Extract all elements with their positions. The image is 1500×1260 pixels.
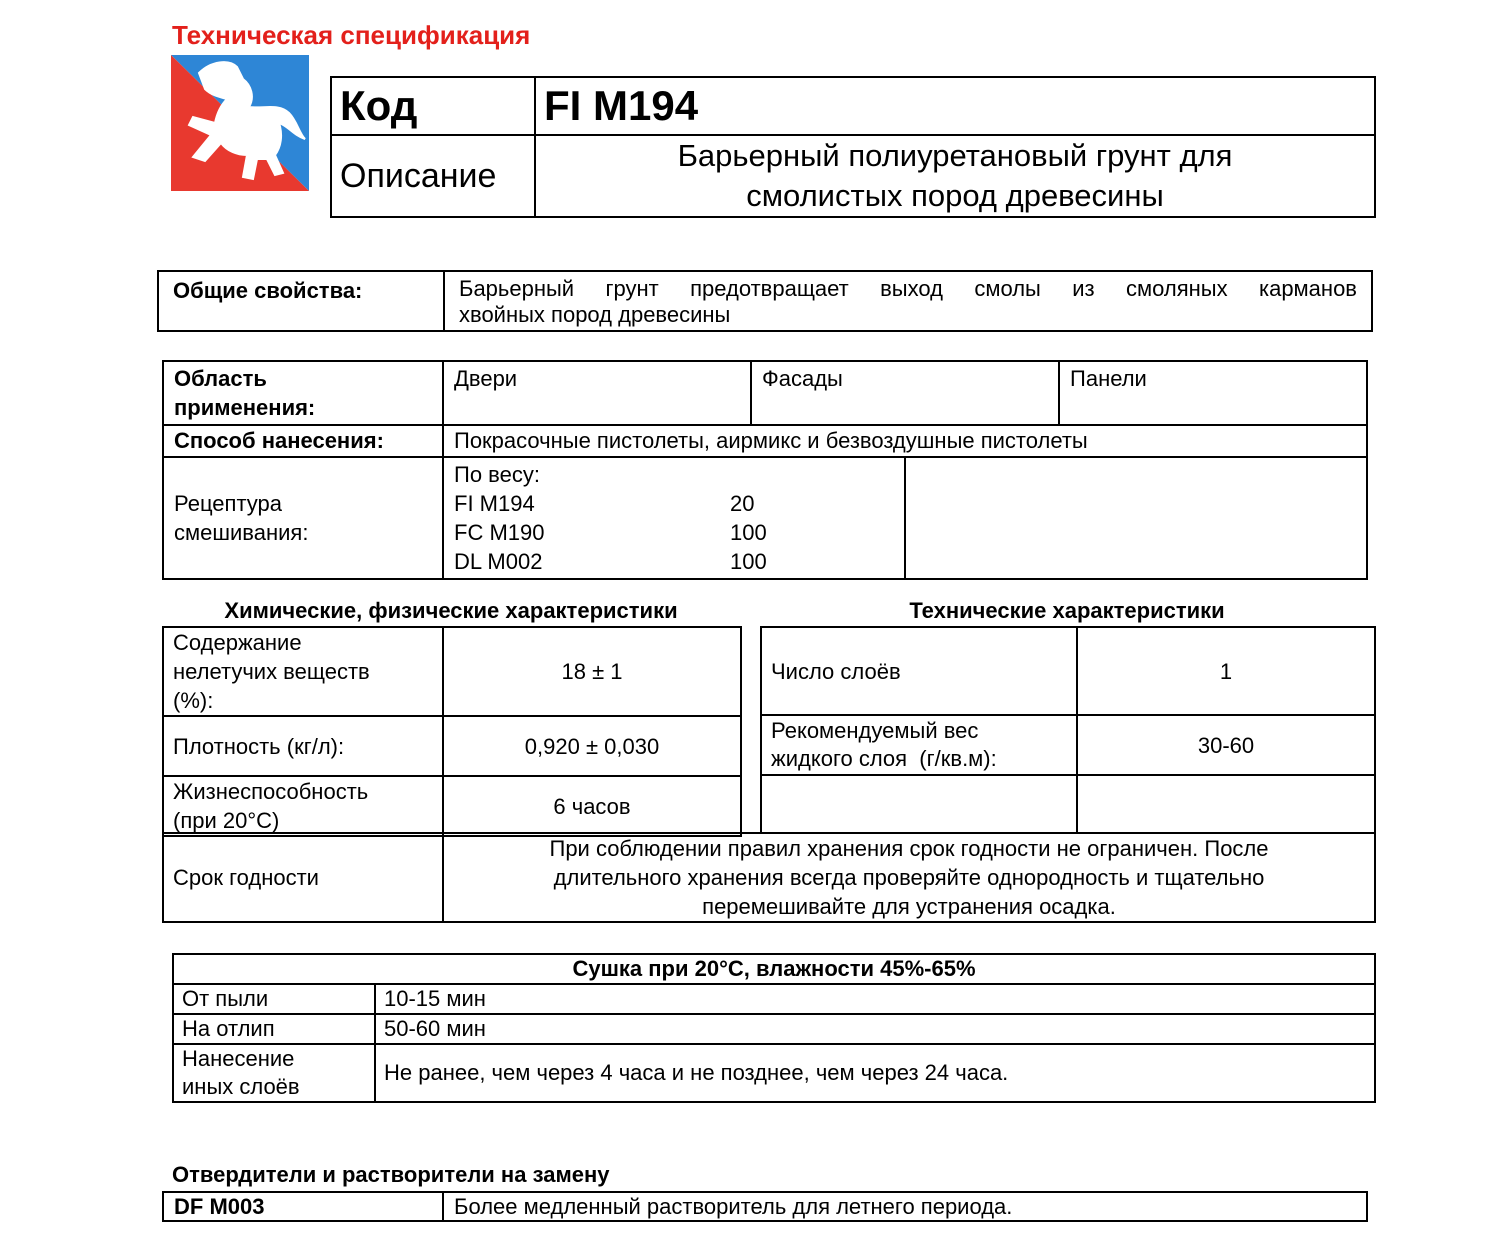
description-line: Барьерный полиуретановый грунт для [677, 138, 1233, 173]
potlife-value: 6 часов [443, 776, 741, 836]
mix-label-line: смешивания: [174, 520, 309, 545]
area-label-line: Область [174, 366, 267, 391]
general-label: Общие свойства: [158, 271, 444, 331]
horse-logo-icon [171, 55, 309, 191]
mix-label [163, 457, 443, 579]
document-title: Техническая спецификация [172, 20, 531, 50]
coats-label: Число слоёв [761, 627, 1077, 715]
technical-heading: Технические характеристики [909, 598, 1225, 623]
general-line: Барьерный грунт предотвращает выход смолы из смоляных карманов [459, 276, 1357, 301]
weight-value: 30-60 [1077, 715, 1375, 775]
mix-name: DL M002 [454, 549, 543, 574]
substitutes-table [162, 1191, 1368, 1222]
tech-empty-cell [761, 775, 1077, 833]
tack-value: 50-60 мин [375, 1014, 1375, 1044]
dust-value: 10-15 мин [375, 984, 1375, 1014]
description-value [535, 135, 1375, 217]
shelf-label: Срок годности [163, 833, 443, 922]
tech-empty-cell [1077, 775, 1375, 833]
mix-name: FC M190 [454, 520, 545, 545]
chemical-table [162, 626, 742, 837]
coats-value: 1 [1077, 627, 1375, 715]
code-label: Код [331, 77, 535, 135]
density-value: 0,920 ± 0,030 [443, 716, 741, 776]
header-table [330, 76, 1376, 218]
solids-label-line: Содержание [173, 630, 302, 655]
area-facades: Фасады [751, 361, 1059, 425]
general-line: хвойных пород древесины [459, 302, 731, 327]
weight-label-line: Рекомендуемый вес [771, 718, 979, 743]
recoat-label [173, 1044, 375, 1102]
area-doors: Двери [443, 361, 751, 425]
method-label: Способ нанесения: [163, 425, 443, 457]
shelf-line: При соблюдении правил хранения срок годности не ограничен. После [549, 836, 1269, 861]
substitutes-heading: Отвердители и растворители на замену [172, 1162, 610, 1187]
technical-table [760, 626, 1376, 834]
description-line: смолистых пород древесины [746, 178, 1164, 213]
mix-parts: 100 [730, 520, 767, 545]
substitute-description: Более медленный растворитель для летнего периода. [443, 1192, 1367, 1221]
mix-row [454, 489, 894, 518]
potlife-label [163, 776, 443, 836]
general-value [444, 271, 1372, 331]
recoat-label-line: Нанесение [182, 1046, 295, 1071]
mix-row [454, 547, 894, 576]
density-label: Плотность (кг/л): [163, 716, 443, 776]
application-table [162, 360, 1368, 580]
mix-parts: 100 [730, 549, 767, 574]
area-panels: Панели [1059, 361, 1367, 425]
tack-label: На отлип [173, 1014, 375, 1044]
mix-ratio [443, 457, 905, 579]
dust-label: От пыли [173, 984, 375, 1014]
shelf-life-table [162, 832, 1376, 923]
mix-row [454, 518, 894, 547]
solids-label [163, 627, 443, 716]
description-label: Описание [331, 135, 535, 217]
weight-label [761, 715, 1077, 775]
potlife-label-line: (при 20°С) [173, 808, 280, 833]
chemical-heading: Химические, физические характеристики [224, 598, 678, 623]
mix-parts: 20 [730, 491, 755, 516]
shelf-value [443, 833, 1375, 922]
drying-table [172, 953, 1376, 1103]
weight-label-line: жидкого слоя (г/кв.м): [771, 746, 997, 771]
drying-heading: Сушка при 20°С, влажности 45%-65% [173, 954, 1375, 984]
recoat-value: Не ранее, чем через 4 часа и не позднее, чем через 24 часа. [375, 1044, 1375, 1102]
solids-label-line: нелетучих веществ [173, 659, 370, 684]
mix-label-line: Рецептура [174, 491, 282, 516]
code-value: FI M194 [535, 77, 1375, 135]
potlife-label-line: Жизнеспособность [173, 779, 369, 804]
area-label [163, 361, 443, 425]
shelf-line: перемешивайте для устранения осадка. [702, 894, 1116, 919]
substitute-code: DF M003 [163, 1192, 443, 1221]
solids-label-line: (%): [173, 688, 214, 713]
solids-value: 18 ± 1 [443, 627, 741, 716]
method-value: Покрасочные пистолеты, аирмикс и безвоздушные пистолеты [443, 425, 1367, 457]
mix-header: По весу: [454, 462, 540, 487]
shelf-line: длительного хранения всегда проверяйте однородность и тщательно [553, 865, 1265, 890]
area-label-line: применения: [174, 395, 316, 420]
mix-empty-cell [905, 457, 1367, 579]
mix-name: FI M194 [454, 491, 535, 516]
recoat-label-line: иных слоёв [182, 1074, 300, 1099]
general-properties-table [157, 270, 1373, 332]
